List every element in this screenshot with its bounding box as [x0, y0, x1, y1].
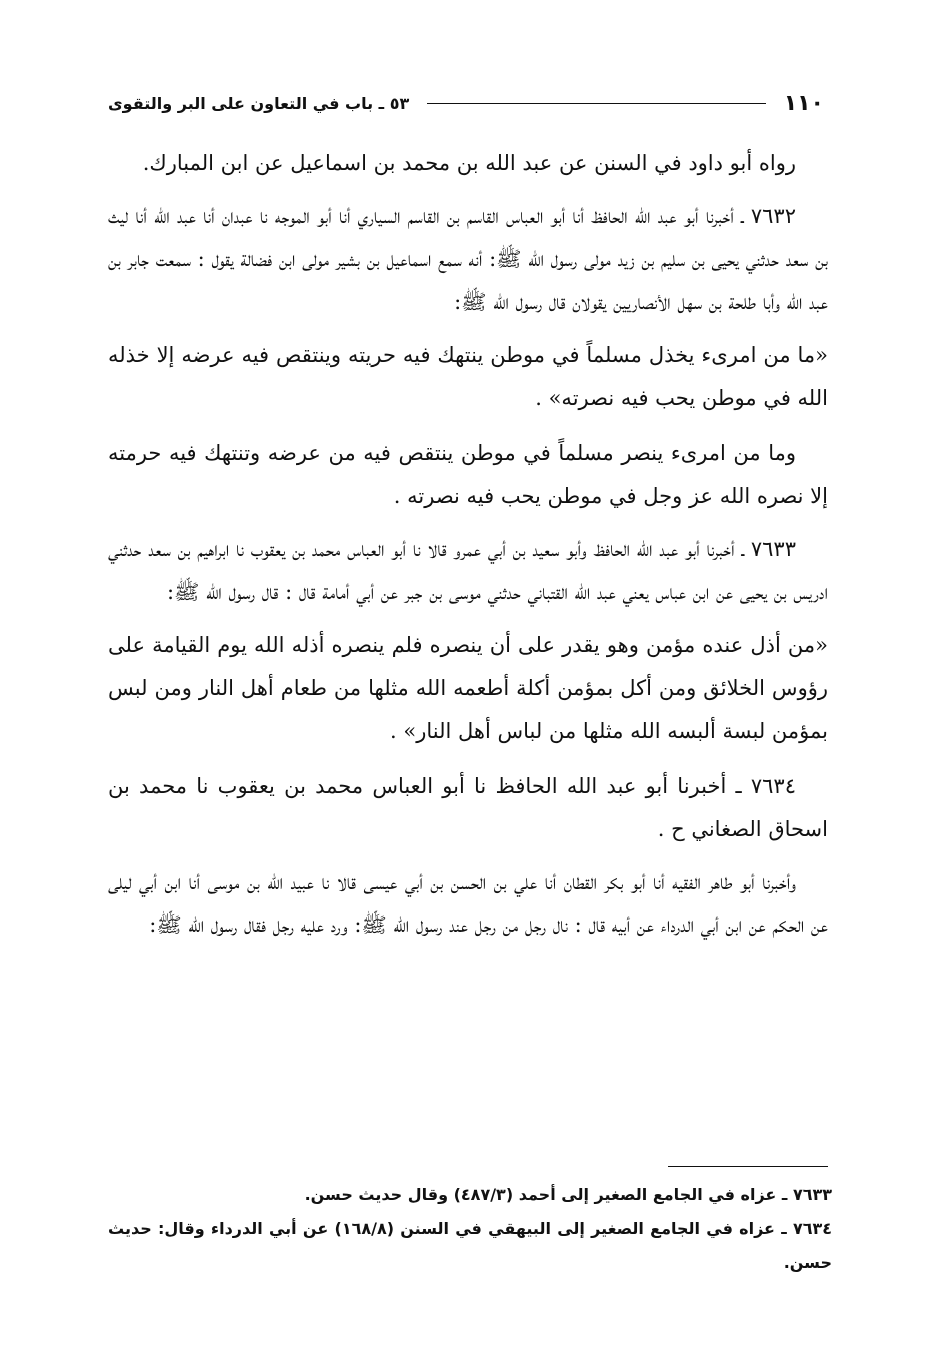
paragraph-hadith-7633-text: «من أذل عنده مؤمن وهو يقدر على أن ينصره فلم ينصره أذله الله يوم القيامة على رؤوس الخلائق ومن أكل بمؤمن أكلة أطعمه الله مثلها من طعام أهل النار ومن لبس بمؤمن لبسة ألبسه الله مثلها من لباس أهل النار» .	[108, 633, 828, 743]
paragraph-hadith-7632-text: «ما من امرىء يخذل مسلماً في موطن ينتهك فيه حريته وينتقص فيه عرضه إلا خذله الله في موطن يحب فيه نصرته» .	[108, 343, 828, 410]
header-rule	[427, 103, 765, 104]
paragraph-hadith-7632-continuation: وما من امرىء ينصر مسلماً في موطن ينتقص فيه من عرضه وتنتهك فيه حرمته إلا نصره الله عز وجل في موطن يحب فيه نصرته .	[108, 441, 828, 508]
paragraph-hadith-7634-isnad: ٧٦٣٤ ـ أخبرنا أبو عبد الله الحافظ نا أبو العباس محمد بن يعقوب نا محمد بن اسحاق الصغاني ح .	[108, 774, 828, 841]
footnote-7633: ٧٦٣٣ ـ عزاه في الجامع الصغير إلى أحمد (٤٨٧/٣) وقال حديث حسن.	[304, 1185, 832, 1204]
page-number: ١١٠	[783, 90, 824, 116]
paragraph-hadith-7632-isnad: ٧٦٣٢ ـ أخبرنا أبو عبد الله الحافظ أنا أبو العباس القاسم بن القاسم السياري أنا أبو الموجه نا عبدان أنا عبد الله أنا ليث بن سعد حدثني يحيى بن سليم بن زيد مولى رسول الله ﷺ: أنه سمع اسماعيل بن بشير مولى ابن فضالة يقول : سمعت جابر بن عبد الله وأبا طلحة بن سهل الأنصاريين يقولان قال رسول الله ﷺ:	[108, 204, 828, 314]
footnote-rule	[668, 1166, 828, 1167]
paragraph-hadith-7634-second-isnad: وأخبرنا أبو طاهر الفقيه أنا أبو بكر القطان أنا علي بن الحسن بن أبي عيسى قالا نا عبيد الله بن موسى أنا ابن أبي ليلى عن الحكم عن ابن أبي الدرداء عن أبيه قال : نال رجل من رجل عند رسول الله ﷺ: ورد عليه رجل فقال رسول الله ﷺ:	[108, 870, 828, 937]
running-title: ٥٣ ـ باب في التعاون على البر والتقوى	[108, 93, 410, 113]
paragraph-source-note: رواه أبو داود في السنن عن عبد الله بن محمد بن اسماعيل عن ابن المبارك.	[142, 151, 796, 175]
page-header	[108, 86, 824, 120]
footnotes	[108, 1178, 832, 1280]
footnote-7634: ٧٦٣٤ ـ عزاه في الجامع الصغير إلى البيهقي في السنن (١٦٨/٨) عن أبي الدرداء وقال: حديث حسن.	[108, 1219, 833, 1272]
paragraph-hadith-7633-isnad: ٧٦٣٣ ـ أخبرنا أبو عبد الله الحافظ وأبو سعيد بن أبي عمرو قالا نا أبو العباس محمد بن يعقوب نا ابراهيم بن سعد حدثني ادريس بن يحيى عن ابن عباس يعني عبد الله القتباني حدثني موسى بن جبر عن أبي أمامة قال : قال رسول الله ﷺ:	[108, 537, 828, 604]
main-text	[108, 142, 828, 957]
